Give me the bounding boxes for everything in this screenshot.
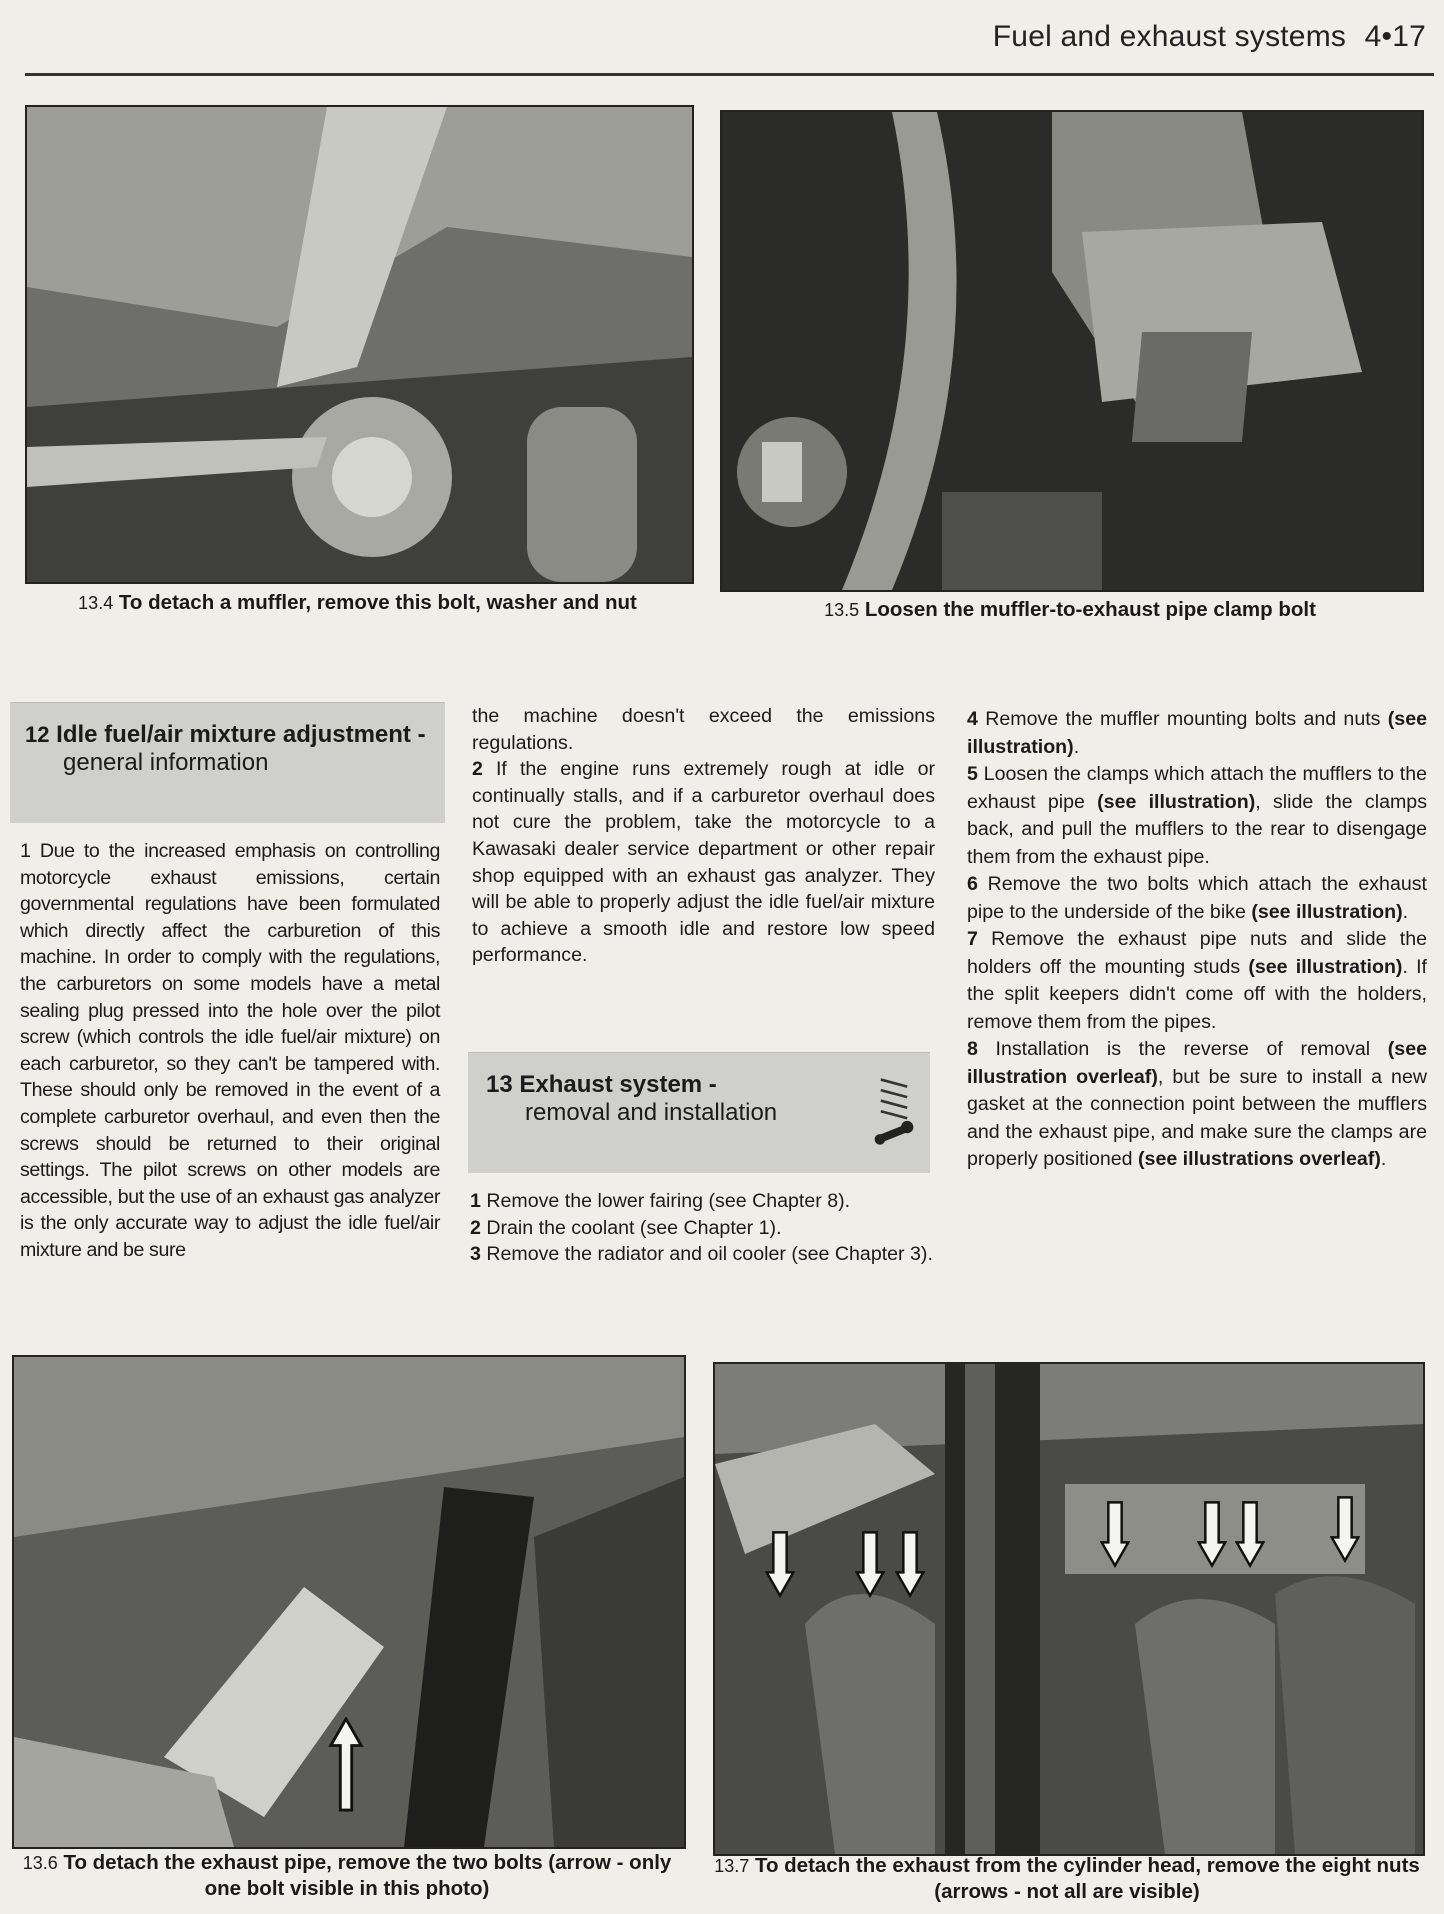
arrow-icon [855,1529,885,1599]
step-6 [967,871,1427,926]
section-12-column-left [20,838,440,1264]
step-text: Remove the radiator and oil cooler (see Chapter 3). [486,1243,933,1266]
photo-13-6 [12,1355,686,1849]
illustration-reference: (see illustration) [1251,900,1403,923]
section-13-title: Exhaust system - [519,1071,717,1098]
step-text: . [1402,900,1409,923]
step-text: Remove the lower fairing (see Chapter 8). [486,1190,851,1212]
arrow-icon [326,1717,366,1812]
step-text: Installation is the reverse of removal [995,1038,1388,1060]
section-12-heading [10,702,445,823]
step-text: Loosen the clamps which attach the mufflers to the exhaust pipe [967,763,1427,813]
paragraph-number: 2 [472,758,483,781]
step-text: . [1380,1148,1387,1170]
caption-13-5-number: 13.5 [824,600,860,620]
step-number: 1 [470,1190,481,1212]
section-13-subtitle: removal and installation [525,1099,778,1126]
section-12-column-middle [472,703,935,969]
step-number: 3 [470,1243,481,1266]
step-number: 4 [967,708,978,730]
caption-13-4-text: To detach a muffler, remove this bolt, washer and nut [118,591,637,614]
caption-13-4 [25,590,690,616]
step-text: Remove the two bolts which attach the exhaust pipe to the underside of the bike [967,873,1427,923]
section-13-column-right [967,706,1427,1174]
step-2 [470,1215,935,1242]
illustration-reference: (see illustration) [1097,790,1256,813]
caption-13-5 [720,597,1420,623]
step-text: Drain the coolant (see Chapter 1). [486,1216,782,1239]
arrow-icon [1235,1499,1265,1569]
illustration-reference: (see illustration) [967,708,1427,758]
caption-13-7-number: 13.7 [714,1856,750,1876]
section-12-number: 12 [25,722,50,747]
step-text: , but be sure to install a new gasket at the connection point between the mufflers and the exhaust pipe, and make sure the clamps are properly positioned [967,1065,1427,1170]
illustration-reference: (see illustrations overleaf) [1138,1148,1381,1170]
photo-13-7 [713,1362,1425,1856]
caption-13-7 [713,1853,1421,1905]
page-number: 4•17 [1364,20,1426,53]
arrow-icon [1330,1494,1360,1564]
step-text: Remove the exhaust pipe nuts and slide the holders off the mounting studs [967,928,1427,978]
step-number: 5 [967,763,978,785]
photo-13-4 [25,105,694,584]
section-12-paragraph-1-continued: the machine doesn't exceed the emissions regulations. [472,705,935,754]
step-8 [967,1036,1427,1174]
caption-13-4-number: 13.4 [78,593,114,613]
section-13-heading [468,1052,930,1173]
step-number: 8 [967,1038,978,1060]
arrow-icon [1100,1499,1130,1569]
section-12-subtitle: general information [63,749,269,776]
paragraph-text: Due to the increased emphasis on controlling motorcycle exhaust emissions, certain governmental regulations have been formulated which directly affect the carburetion of this machine. In order to comply with the regulations, the carburetors on some models have a metal sealing plug pressed into the hole over the pilot screw (which controls the idle fuel/air mixture) on each carburetor, so they can't be tampered with. These should only be removed in the event of a complete carburetor overhaul, and even then the screws should be returned to their original settings. The pilot screws on other models are accessible, but the use of an exhaust gas analyzer is the only accurate way to adjust the idle fuel/air mixture and be sure [20,840,440,1261]
step-number: 2 [470,1216,481,1239]
section-13-column-middle [470,1188,935,1268]
arrow-icon [895,1529,925,1599]
running-head [993,20,1426,54]
paragraph-number: 1 [20,840,31,862]
section-12-paragraph-2 [472,756,935,969]
step-text: . [1073,735,1080,758]
step-number: 7 [967,928,978,950]
photo-13-4-image [27,107,692,582]
step-text: , slide the clamps back, and pull the mufflers to the rear to disengage them from the exhaust pipe. [967,790,1427,868]
step-number: 6 [967,873,978,895]
caption-13-6-number: 13.6 [22,1853,58,1873]
section-12-paragraph-1 [20,838,440,1264]
step-text: . If the split keepers didn't come off with the holders, remove them from the pipes. [967,955,1427,1033]
photo-13-5 [720,110,1424,592]
wrench-difficulty-icon [872,1063,916,1163]
caption-13-6 [12,1850,682,1902]
step-3 [470,1241,935,1268]
header-rule [25,73,1434,76]
section-13-number: 13 [486,1071,513,1098]
arrow-icon [1197,1499,1227,1569]
caption-13-6-text: To detach the exhaust pipe, remove the two bolts (arrow - only one bolt visible in this photo) [63,1851,672,1900]
step-text: Remove the muffler mounting bolts and nuts [985,708,1388,730]
caption-13-7-text: To detach the exhaust from the cylinder head, remove the eight nuts (arrows - not all are visible) [754,1854,1420,1903]
step-5 [967,761,1427,871]
step-4 [967,706,1427,761]
arrow-icon [765,1529,795,1599]
step-1 [470,1188,935,1215]
paragraph-text: If the engine runs extremely rough at idle or continually stalls, and if a carburetor overhaul does not cure the problem, take the motorcycle to a Kawasaki dealer service department or other repair shop equipped with an exhaust gas analyzer. They will be able to properly adjust the idle fuel/air mixture to achieve a smooth idle and restore low speed performance. [472,758,935,967]
photo-13-5-image [722,112,1422,590]
running-title: Fuel and exhaust systems [992,20,1347,53]
illustration-reference: (see illustration overleaf) [967,1038,1427,1088]
step-7 [967,926,1427,1036]
photo-13-7-image [715,1364,1423,1854]
illustration-reference: (see illustration) [1248,955,1403,978]
section-12-title: Idle fuel/air mixture adjustment - [56,721,426,748]
caption-13-5-text: Loosen the muffler-to-exhaust pipe clamp bolt [864,598,1316,621]
